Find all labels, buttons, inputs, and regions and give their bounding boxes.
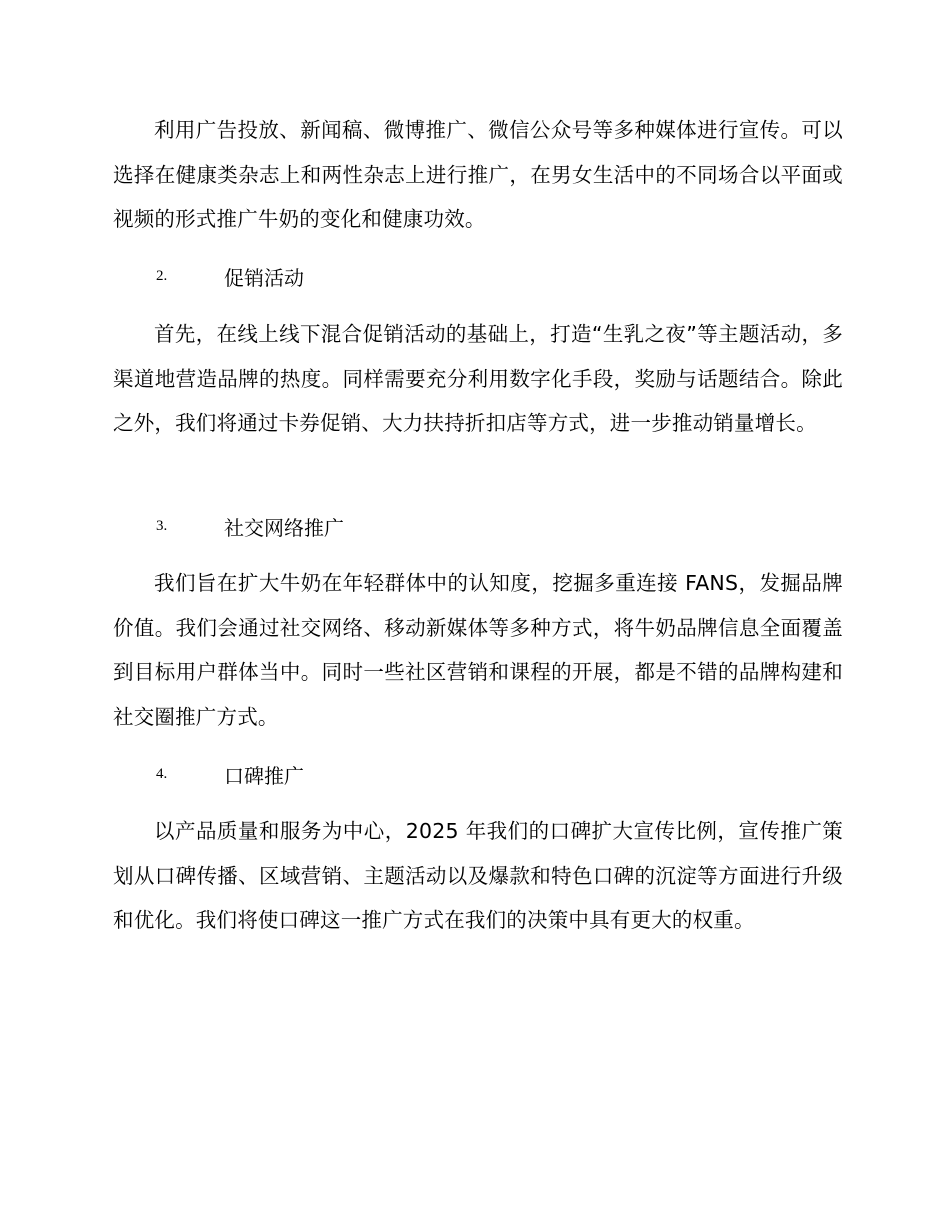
section-heading-promotion	[156, 261, 304, 291]
section-title: 社交网络推广	[224, 515, 344, 540]
section-heading-word-of-mouth	[156, 759, 304, 789]
section-number: 3.	[156, 517, 168, 534]
section-title: 促销活动	[224, 265, 304, 290]
section-number: 4.	[156, 765, 168, 782]
intro-paragraph: 利用广告投放、新闻稿、微博推广、微信公众号等多种媒体进行宣传。可以选择在健康类杂志上和两性杂志上进行推广，在男女生活中的不同场合以平面或视频的形式推广牛奶的变化和健康功效。	[113, 118, 843, 231]
section-heading-social-network	[156, 511, 344, 541]
section-body-word-of-mouth: 以产品质量和服务为中心，2025 年我们的口碑扩大宣传比例，宣传推广策划从口碑传播、区域营销、主题活动以及爆款和特色口碑的沉淀等方面进行升级和优化。我们将使口碑这一推广方式在我们的决策中具有更大的权重。	[113, 819, 843, 932]
section-number: 2.	[156, 267, 168, 284]
section-body-promotion: 首先，在线上线下混合促销活动的基础上，打造“生乳之夜”等主题活动，多渠道地营造品牌的热度。同样需要充分利用数字化手段，奖励与话题结合。除此之外，我们将通过卡券促销、大力扶持折扣店等方式，进一步推动销量增长。	[113, 322, 843, 435]
section-body-social-network: 我们旨在扩大牛奶在年轻群体中的认知度，挖掘多重连接 FANS，发掘品牌价值。我们会通过社交网络、移动新媒体等多种方式，将牛奶品牌信息全面覆盖到目标用户群体当中。同时一些社区营销和课程的开展，都是不错的品牌构建和社交圈推广方式。	[113, 571, 843, 729]
section-title: 口碑推广	[224, 763, 304, 788]
